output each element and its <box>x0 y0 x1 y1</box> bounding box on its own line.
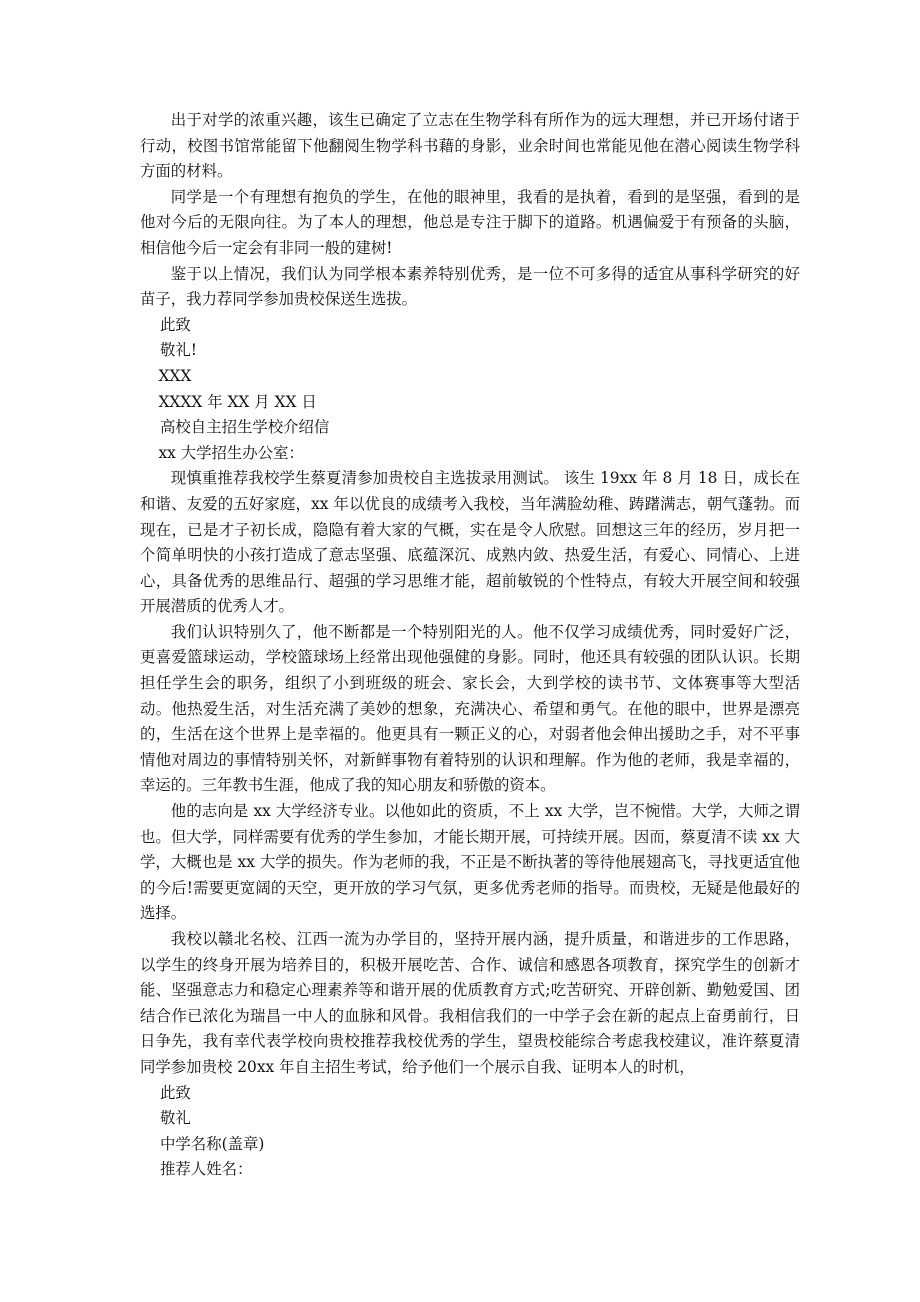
document-page <box>140 108 800 1183</box>
signature-date: XXXX 年 XX 月 XX 日 <box>158 392 317 411</box>
paragraph-ideal: 同学是一个有理想有抱负的学生，在他的眼神里，我看的是执着，看到的是坚强，看到的是他对今后的无限向往。为了本人的理想，他总是专注于脚下的道路。机遇偏爱于有预备的头脑，相信他今后一定会有非同一般的建树! <box>140 187 800 257</box>
paragraph-recommendation: 鉴于以上情况，我们认为同学根本素养特别优秀，是一位不可多得的适宜从事科学研究的好苗子，我力荐同学参加贵校保送生选拔。 <box>140 264 800 309</box>
signer-name: XXX <box>158 366 192 385</box>
paragraph-personality: 我们认识特别久了，他不断都是一个特别阳光的人。他不仅学习成绩优秀，同时爱好广泛，更喜爱篮球运动，学校篮球场上经常出现他强健的身影。同时，他还具有较强的团队认识。长期担任学生会的职务，组织了小到班级的班会、家长会，大到学校的读书节、文体赛事等大型活动。他热爱生活，对生活充满了美妙的想象，充满决心、希望和勇气。在他的眼中，世界是漂亮的，生活在这个世界上是幸福的。他更具有一颗正义的心，对弱者他会伸出援助之手，对不平事情他对周边的事情特别关怀，对新鲜事物有着特别的认识和理解。作为他的老师，我是幸福的，幸运的。三年教书生涯，他成了我的知心朋友和骄傲的资本。 <box>140 622 800 795</box>
school-name-seal: 中学名称(盖章) <box>160 1134 265 1153</box>
recommender-name: 推荐人姓名： <box>160 1160 253 1179</box>
letter-title: 高校自主招生学校介绍信 <box>160 418 330 437</box>
closing2-salutation: 此致 <box>160 1083 191 1102</box>
letter-recipient: xx 大学招生办公室： <box>158 443 304 462</box>
paragraph-school-intro: 我校以赣北名校、江西一流为办学目的，坚持开展内涵，提升质量，和谐进步的工作思路，以学生的终身开展为培养目的，积极开展吃苦、合作、诚信和感恩各项教育，探究学生的创新才能、坚强意志力和稳定心理素养等和谐开展的优质教育方式;吃苦研究、开辟创新、勤勉爱国、团结合作已浓化为瑞昌一中人的血脉和风骨。我相信我们的一中学子会在新的起点上奋勇前行，日日争先，我有幸代表学校向贵校推荐我校优秀的学生，望贵校能综合考虑我校建议，准许蔡夏清同学参加贵校 20xx 年自主招生考试，给予他们一个展示自我、证明本人的时机， <box>140 930 800 1076</box>
paragraph-aspiration: 他的志向是 xx 大学经济专业。以他如此的资质，不上 xx 大学，岂不惋惜。大学，大师之谓也。但大学，同样需要有优秀的学生参加，才能长期开展，可持续开展。因而，蔡夏清不读 xx 大学，大概也是 xx 大学的损失。作为老师的我，不正是不断执著的等待他展翅高飞，寻找更适宜他的今后!需要更宽阔的天空，更开放的学习气氛，更多优秀老师的指导。而贵校，无疑是他最好的选择。 <box>140 802 800 923</box>
paragraph-interest: 出于对学的浓重兴趣，该生已确定了立志在生物学科有所作为的远大理想，并已开场付诸于行动，校图书馆常能留下他翻阅生物学科书藉的身影，业余时间也常能见他在潜心阅读生物学科方面的材料。 <box>140 111 800 181</box>
closing-salutation: 此致 <box>160 315 191 334</box>
paragraph-student-intro: 现慎重推荐我校学生蔡夏清参加贵校自主选拔录用测试。 该生 19xx 年 8 月 18 日，成长在和谐、友爱的五好家庭，xx 年以优良的成绩考入我校，当年满脸幼稚、踌躇满志，朝气蓬勃。而现在，已是才子初长成，隐隐有着大家的气概，实在是令人欣慰。回想这三年的经历，岁月把一个简单明快的小孩打造成了意志坚强、底蕴深沉、成熟内敛、热爱生活，有爱心、同情心、上进心，具备优秀的思维品行、超强的学习思维才能，超前敏锐的个性特点，有较大开展空间和较强开展潜质的优秀人才。 <box>140 469 800 616</box>
closing2-regards: 敬礼 <box>160 1109 191 1128</box>
closing-regards: 敬礼! <box>160 341 197 360</box>
